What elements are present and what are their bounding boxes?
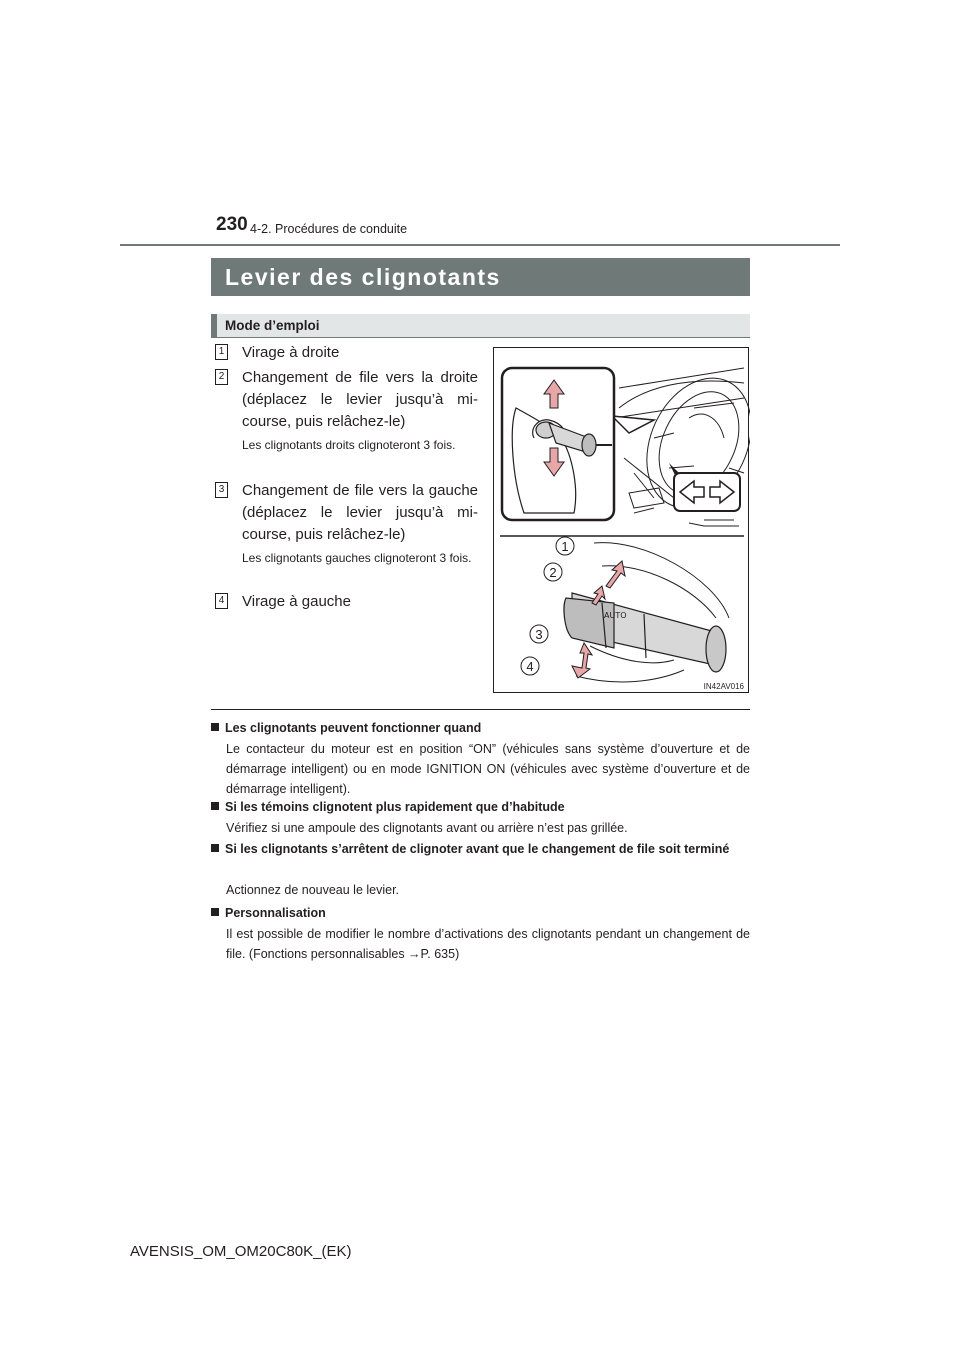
subtitle-bar: [211, 314, 750, 338]
step-3-number: 3: [215, 482, 228, 498]
note-4-title-text: Personnalisation: [225, 906, 326, 920]
note-2-body: Vérifiez si une ampoule des clignotants avant ou arrière n’est pas grillée.: [226, 821, 628, 835]
note-2-title-text: Si les témoins clignotent plus rapidement que d’habitude: [225, 800, 565, 814]
step-2-number: 2: [215, 369, 228, 385]
bullet-square-icon: [211, 802, 219, 810]
bullet-square-icon: [211, 844, 219, 852]
step-3-text: Changement de file vers la gauche (déplacez le levier jusqu’à mi-course, puis relâchez-le): [242, 482, 478, 543]
figure-callout-3: 3: [535, 627, 543, 642]
subtitle-accent: [211, 314, 217, 337]
figure-code: IN42AV016: [703, 682, 744, 691]
figure-drawing: [494, 348, 750, 694]
note-1-title: [211, 718, 750, 738]
note-1-title-text: Les clignotants peuvent fonctionner quand: [225, 721, 482, 735]
step-3-note: Les clignotants gauches clignoteront 3 fois.: [242, 551, 472, 565]
note-4-body: Il est possible de modifier le nombre d’activations des clignotants pendant un changement de file. (Fonctions personnalisables →P. 635): [226, 927, 750, 961]
step-2-note: Les clignotants droits clignoteront 3 fois.: [242, 438, 456, 452]
step-1-text: Virage à droite: [242, 344, 340, 361]
figure-callout-2: 2: [549, 565, 557, 580]
figure-callout-1: 1: [561, 539, 569, 554]
step-2-text: Changement de file vers la droite (déplacez le levier jusqu’à mi-course, puis relâchez-le): [242, 369, 478, 430]
header-rule: [120, 244, 840, 246]
figure-callout-4: 4: [526, 659, 534, 674]
note-1-body: Le contacteur du moteur est en position “ON” (véhicules sans système d’ouverture et de démarrage intelligent) ou en mode IGNITION ON (véhicules avec système d’ouverture et de démarrage intelligent).: [226, 742, 750, 796]
note-2-title: [211, 797, 750, 817]
note-3-body: Actionnez de nouveau le levier.: [226, 883, 400, 897]
turn-signal-figure: [493, 347, 749, 693]
step-4-number: 4: [215, 593, 228, 609]
step-1-number: 1: [215, 344, 228, 360]
page-number: 230: [216, 214, 248, 235]
note-4-title: [211, 903, 750, 923]
bullet-square-icon: [211, 908, 219, 916]
page-title: Levier des clignotants: [211, 258, 750, 296]
callout-pointer: [612, 416, 654, 433]
footer-code: AVENSIS_OM_OM20C80K_(EK): [130, 1243, 352, 1260]
note-3-title: [211, 839, 750, 859]
subtitle-text: Mode d’emploi: [225, 318, 320, 333]
note-3-title-text: Si les clignotants s’arrêtent de clignoter avant que le changement de file soit terminé: [225, 842, 730, 856]
section-divider: [211, 709, 750, 710]
section-label: 4-2. Procédures de conduite: [250, 222, 408, 236]
lever-marking-text: AUTO: [604, 611, 627, 620]
step-4-text: Virage à gauche: [242, 593, 351, 610]
bullet-square-icon: [211, 723, 219, 731]
